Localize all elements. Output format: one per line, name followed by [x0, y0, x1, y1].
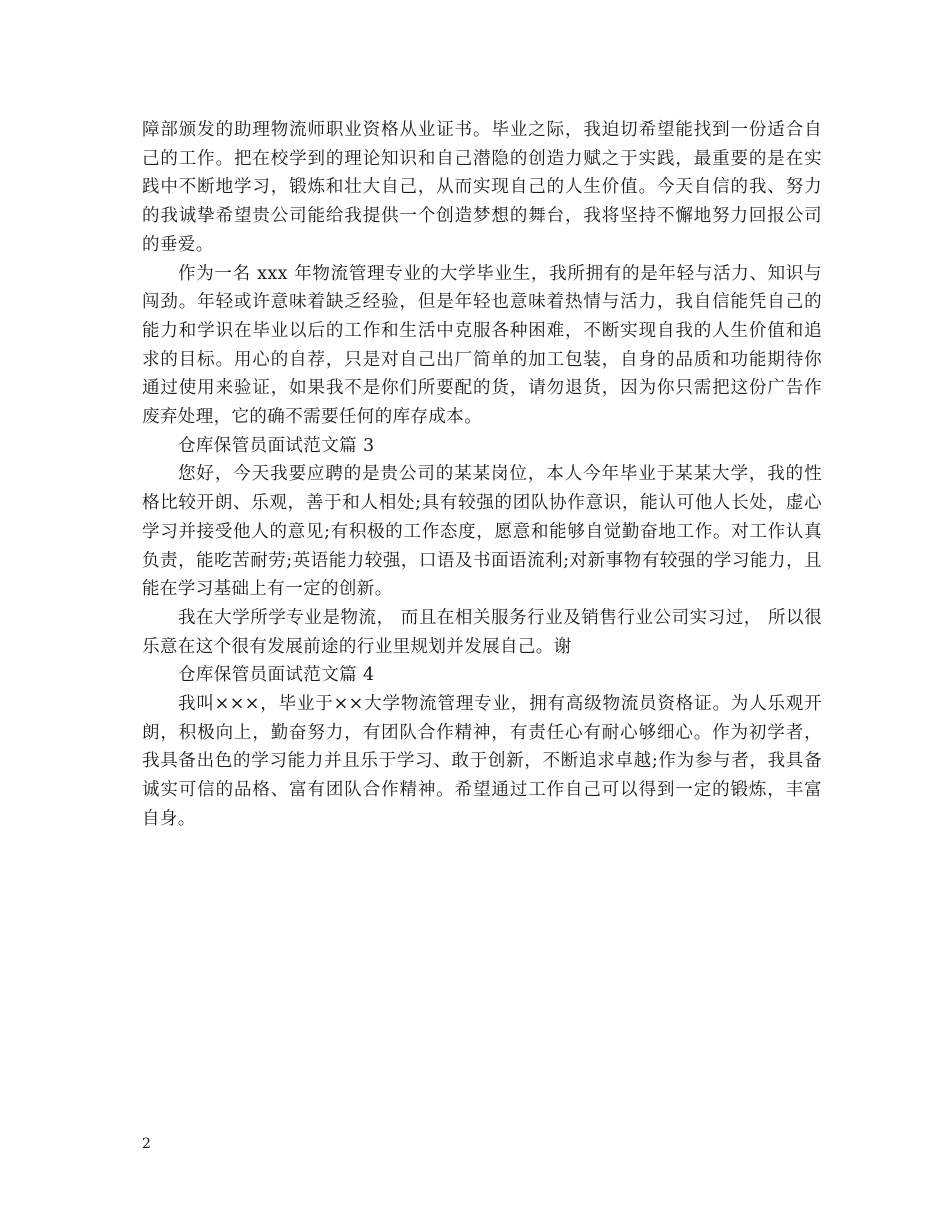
section-heading-4: 仓库保管员面试范文篇 4: [178, 665, 375, 686]
paragraph-graduate-self-intro: 作为一名 xxx 年物流管理专业的大学毕业生，我所拥有的是年轻与活力、知识与闯劲。年轻或许意味着缺乏经验，但是年轻也意味着热情与活力，我自信能凭自己的能力和学识在毕业以后的工作和生活中克服各种困难，不断实现自我的人生价值和追求的目标。用心的自荐，只是对自己出厂简单的加工包装，自身的品质和功能期待你通过使用来验证，如果我不是你们所要配的货，请勿退货，因为你只需把这份广告作废弃处理，它的确不需要任何的库存成本。: [142, 263, 822, 428]
paragraph-major-internship: 我在大学所学专业是物流， 而且在相关服务行业及销售行业公司实习过， 所以很乐意在这个很有发展前途的行业里规划并发展自己。谢: [142, 607, 822, 657]
paragraph-logistics-graduate: 我叫×××，毕业于××大学物流管理专业，拥有高级物流员资格证。为人乐观开朗，积极向上，勤奋努力，有团队合作精神，有责任心有耐心够细心。作为初学者，我具备出色的学习能力并且乐于学习、敢于创新，不断追求卓越;作为参与者，我具备诚实可信的品格、富有团队合作精神。希望通过工作自己可以得到一定的锻炼，丰富自身。: [142, 694, 822, 829]
page-number: 2: [142, 1136, 151, 1152]
document-body: [142, 116, 822, 834]
paragraph-continuation: 障部颁发的助理物流师职业资格从业证书。毕业之际，我迫切希望能找到一份适合自己的工作。把在校学到的理论知识和自己潜隐的创造力赋之于实践，最重要的是在实践中不断地学习，锻炼和壮大自己，从而实现自己的人生价值。今天自信的我、努力的我诚挚希望贵公司能给我提供一个创造梦想的舞台，我将坚持不懈地努力回报公司的垂爱。: [142, 120, 822, 255]
paragraph-applicant-intro: 您好，今天我要应聘的是贵公司的某某岗位，本人今年毕业于某某大学，我的性格比较开朗、乐观，善于和人相处;具有较强的团队协作意识，能认可他人长处，虚心学习并接受他人的意见;有积极的工作态度，愿意和能够自觉勤奋地工作。对工作认真负责，能吃苦耐劳;英语能力较强，口语及书面语流利;对新事物有较强的学习能力，且能在学习基础上有一定的创新。: [142, 464, 822, 600]
section-heading-3: 仓库保管员面试范文篇 3: [178, 435, 375, 456]
